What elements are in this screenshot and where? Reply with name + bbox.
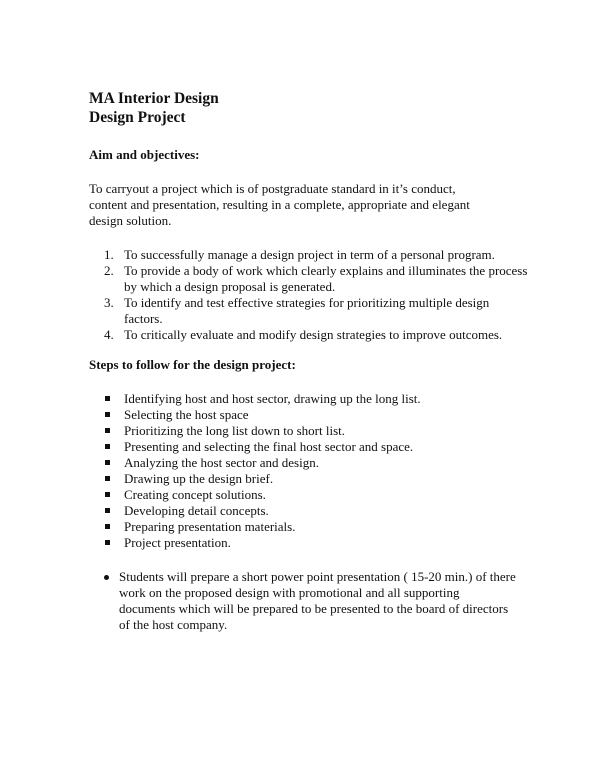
intro-paragraph: To carryout a project which is of postgraduate standard in it’s conduct, content and presentation, resulting in a complete, appropriate and elegant design solution. xyxy=(89,181,470,228)
square-bullet-icon xyxy=(105,428,110,433)
square-bullet-icon xyxy=(105,460,110,465)
square-bullet-icon xyxy=(105,524,110,529)
notes-list xyxy=(89,569,529,633)
list-item xyxy=(89,423,529,439)
square-bullet-icon xyxy=(105,540,110,545)
list-item-text: Developing detail concepts. xyxy=(124,503,269,518)
list-item xyxy=(89,439,529,455)
list-item xyxy=(89,503,529,519)
list-item xyxy=(89,487,529,503)
list-item-text: Drawing up the design brief. xyxy=(124,471,274,486)
list-item xyxy=(89,519,529,535)
list-item-text: To successfully manage a design project in term of a personal program. xyxy=(124,247,495,262)
list-item-text: Presenting and selecting the final host sector and space. xyxy=(124,439,414,454)
list-item-text: Creating concept solutions. xyxy=(124,487,266,502)
list-item-text: Prioritizing the long list down to short list. xyxy=(124,423,345,438)
round-bullet-icon xyxy=(104,575,109,580)
list-item-text: Analyzing the host sector and design. xyxy=(124,455,319,470)
list-item xyxy=(89,391,529,407)
square-bullet-icon xyxy=(105,492,110,497)
list-item xyxy=(89,263,529,295)
list-number: 4. xyxy=(104,327,114,342)
list-item-text: Project presentation. xyxy=(124,535,231,550)
document-page xyxy=(89,89,529,633)
list-number: 3. xyxy=(104,295,114,310)
square-bullet-icon xyxy=(105,476,110,481)
list-item xyxy=(89,569,519,633)
objectives-list xyxy=(89,247,529,343)
aims-heading: Aim and objectives: xyxy=(89,147,200,162)
document-title-line2: Design Project xyxy=(89,109,186,126)
list-item xyxy=(89,327,529,343)
list-item xyxy=(89,455,529,471)
list-number: 2. xyxy=(104,263,114,278)
square-bullet-icon xyxy=(105,412,110,417)
square-bullet-icon xyxy=(105,396,110,401)
document-title-line1: MA Interior Design xyxy=(89,90,219,107)
steps-heading: Steps to follow for the design project: xyxy=(89,357,296,372)
list-item-text: To identify and test effective strategies for prioritizing multiple design factors. xyxy=(124,295,490,326)
list-item-text: To critically evaluate and modify design strategies to improve outcomes. xyxy=(124,327,503,342)
steps-list xyxy=(89,391,529,551)
square-bullet-icon xyxy=(105,444,110,449)
list-item xyxy=(89,407,529,423)
list-item-text: To provide a body of work which clearly explains and illuminates the process by which a design proposal is generated. xyxy=(124,263,528,294)
list-item xyxy=(89,471,529,487)
list-item-text: Selecting the host space xyxy=(124,407,249,422)
list-item xyxy=(89,247,529,263)
list-item xyxy=(89,535,529,551)
list-item-text: Students will prepare a short power point presentation ( 15-20 min.) of there work on the proposed design with promotional and all supporting documents which will be prepared to be presented to the board of directors of the host company. xyxy=(119,569,516,632)
list-item-text: Preparing presentation materials. xyxy=(124,519,296,534)
square-bullet-icon xyxy=(105,508,110,513)
list-item xyxy=(89,295,529,327)
list-number: 1. xyxy=(104,247,114,262)
list-item-text: Identifying host and host sector, drawing up the long list. xyxy=(124,391,421,406)
